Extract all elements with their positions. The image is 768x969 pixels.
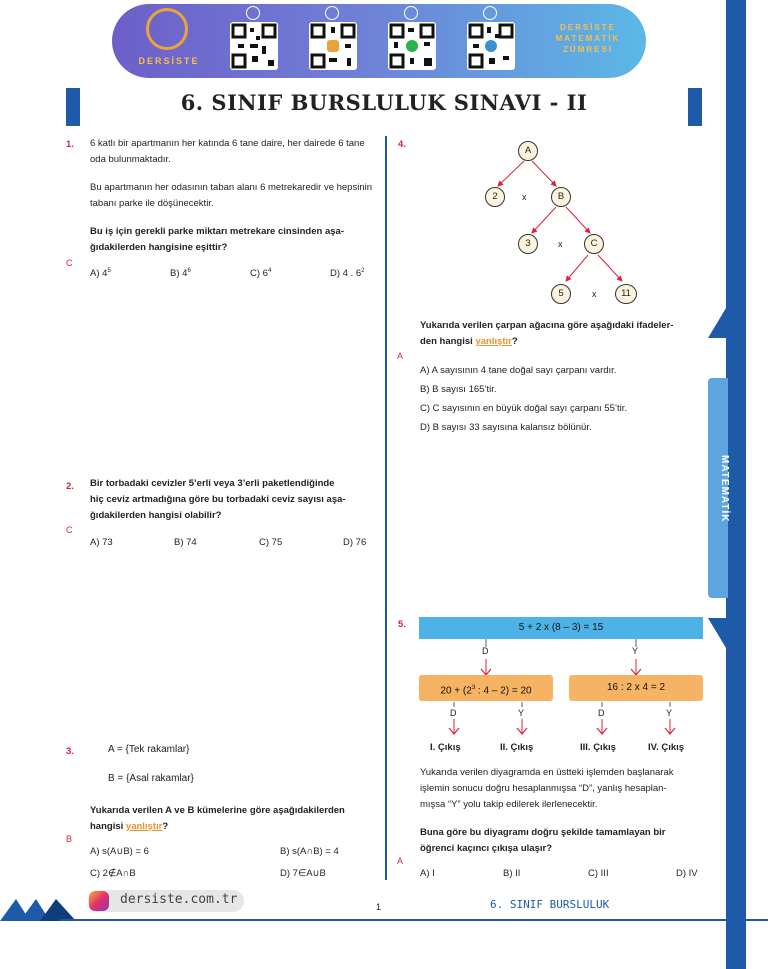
- subject-tab-label: MATEMATİK: [719, 455, 730, 523]
- footer-line: [60, 919, 768, 921]
- prompt-line: ğıdakilerden hangisine eşittir?: [90, 242, 228, 253]
- answer-key: C: [66, 525, 73, 535]
- exit-label: IV. Çıkış: [648, 742, 685, 753]
- prompt-line: ğıdakilerden hangisi olabilir?: [90, 510, 222, 521]
- side-triangle-bottom: [708, 618, 726, 648]
- option-d[interactable]: D) IV: [676, 868, 698, 879]
- diagram-left-box: [419, 675, 553, 701]
- brand-line-1: DERSİSTE: [559, 23, 616, 32]
- brain-logo-icon: [146, 8, 188, 50]
- question-number: 1.: [66, 139, 74, 150]
- branch-label: D: [598, 708, 605, 718]
- tree-node: A: [518, 141, 538, 161]
- exit-label: II. Çıkış: [500, 742, 534, 753]
- logo-text: DERSİSTE: [138, 56, 200, 66]
- prompt-line: öğrenci kaçıncı çıkışa ulaşır?: [420, 843, 553, 854]
- branch-label: Y: [666, 708, 673, 718]
- qr-code-whatsapp[interactable]: [388, 22, 436, 70]
- answer-key: C: [66, 258, 73, 268]
- option-exponent: 6: [187, 268, 191, 274]
- option-a[interactable]: A) A sayısının 4 tane doğal sayı çarpanı vardır.: [420, 365, 617, 376]
- question-prompt: [420, 318, 710, 350]
- title-accent-right: [688, 88, 702, 126]
- option-c[interactable]: C) C sayısının en büyük doğal sayı çarpanı 55’tir.: [420, 403, 627, 414]
- prompt-line: Bu iş için gerekli parke miktarı metrekare cinsinden aşa-: [90, 226, 344, 237]
- column-divider: [385, 136, 387, 880]
- tree-node: C: [584, 234, 604, 254]
- globe-icon: [246, 6, 260, 20]
- option-text: A) 4: [90, 268, 108, 280]
- text-line: mışsa “Y” yolu takip edilerek ilerlenecektir.: [420, 799, 598, 810]
- instagram-icon: [89, 891, 109, 911]
- emphasis-wrong: yanlıştır: [475, 336, 512, 347]
- prompt-text: hangisi: [90, 821, 126, 832]
- option-text: C) 6: [250, 268, 268, 280]
- option-text: D) 4 . 6: [330, 268, 362, 280]
- box-exponent: 3: [471, 685, 476, 691]
- branch-label-correct: D: [482, 646, 489, 656]
- option-a[interactable]: A) 73: [90, 537, 113, 548]
- side-triangle-top: [708, 308, 726, 338]
- diagram-right-box: 16 : 2 x 4 = 2: [569, 675, 703, 701]
- brand-line-2: MATEMATİK: [555, 34, 621, 43]
- set-a-definition: A = {Tek rakamlar}: [108, 744, 190, 755]
- option-b[interactable]: B) B sayısı 165’tir.: [420, 384, 497, 395]
- option-d[interactable]: D) 7∈A∪B: [280, 868, 326, 879]
- question-number: 4.: [398, 139, 406, 150]
- option-b[interactable]: [170, 268, 191, 279]
- option-d[interactable]: [330, 268, 365, 279]
- brand-line-3: ZÜMRESİ: [563, 45, 613, 54]
- option-d[interactable]: D) B sayısı 33 sayısına kalansız bölünür.: [420, 422, 592, 433]
- question-prompt: [90, 803, 382, 835]
- branch-label: Y: [518, 708, 525, 718]
- box-text: : 4 – 2) = 20: [475, 685, 532, 697]
- brand-title: [548, 22, 628, 55]
- option-c[interactable]: C) III: [588, 868, 609, 879]
- answer-key: A: [397, 856, 404, 866]
- question-text: [420, 765, 710, 813]
- question-text: Bu apartmanın her odasının taban alanı 6 metrekaredir ve hepsinin tabanı parke ile döşünecektir.: [90, 182, 373, 209]
- option-d[interactable]: D) 76: [343, 537, 367, 548]
- whatsapp-icon: [404, 6, 418, 20]
- option-a[interactable]: [90, 268, 111, 279]
- prompt-line: Yukarıda verilen çarpan ağacına göre aşağıdaki ifadeler-: [420, 320, 674, 331]
- exit-label: I. Çıkış: [430, 742, 461, 753]
- qr-code-instagram[interactable]: [309, 22, 357, 70]
- option-b[interactable]: B) s(A∩B) = 4: [280, 846, 339, 857]
- option-c[interactable]: C) 75: [259, 537, 283, 548]
- qr-code-website[interactable]: [230, 22, 278, 70]
- prompt-line: [90, 819, 382, 835]
- answer-key: A: [397, 351, 404, 361]
- option-b[interactable]: B) 74: [174, 537, 197, 548]
- website-text: dersiste.com.tr: [120, 892, 238, 907]
- option-exponent: 4: [267, 268, 272, 274]
- option-c[interactable]: C) 2∉A∩B: [90, 868, 136, 879]
- emphasis-wrong: yanlıştır: [125, 821, 163, 832]
- text-line: Yukarıda verilen diyagramda en üstteki işlemden başlanarak: [420, 767, 674, 778]
- telegram-icon: [483, 6, 497, 20]
- page-number: 1: [376, 902, 382, 912]
- prompt-line: hiç ceviz artmadığına göre bu torbadaki ceviz sayısı aşa-: [90, 494, 346, 505]
- prompt-text: ?: [162, 821, 169, 832]
- page-title: 6. SINIF BURSLULUK SINAVI - II: [180, 90, 588, 115]
- branch-label-wrong: Y: [632, 646, 639, 656]
- question-prompt: [90, 476, 382, 524]
- footer-label: 6. SINIF BURSLULUK: [490, 898, 610, 911]
- option-text: B) 4: [170, 268, 188, 280]
- set-b-definition: B = {Asal rakamlar}: [108, 773, 194, 784]
- prompt-line: [420, 334, 710, 350]
- box-text: 20 + (2: [440, 685, 472, 697]
- branch-label: D: [450, 708, 457, 718]
- question-number: 3.: [66, 746, 74, 757]
- option-b[interactable]: B) II: [503, 868, 521, 879]
- prompt-text: den hangisi: [420, 336, 476, 347]
- prompt-text: ?: [511, 336, 518, 347]
- text-line: işlemin sonucu doğru hesaplanmışsa “D”, yanlış hesaplan-: [420, 783, 667, 794]
- question-number: 5.: [398, 619, 406, 630]
- prompt-line: Bir torbadaki cevizler 5’erli veya 3’erli paketlendiğinde: [90, 478, 335, 489]
- question-number: 2.: [66, 481, 74, 492]
- times-sign: x: [522, 192, 527, 202]
- tree-node: 11: [615, 284, 637, 304]
- exit-label: III. Çıkış: [580, 742, 616, 753]
- question-prompt: [420, 825, 710, 857]
- answer-key: B: [66, 834, 73, 844]
- tree-node: 2: [485, 187, 505, 207]
- diagram-top-box: 5 + 2 x (8 – 3) = 15: [419, 617, 703, 639]
- option-a[interactable]: A) s(A∪B) = 6: [90, 846, 149, 857]
- prompt-line: Buna göre bu diyagramı doğru şekilde tamamlayan bir: [420, 827, 666, 838]
- qr-code-telegram[interactable]: [467, 22, 515, 70]
- option-exponent: 5: [107, 268, 111, 274]
- question-text: 6 katlı bir apartmanın her katında 6 tane daire, her dairede 6 tane oda bulunmaktadır.: [90, 138, 365, 165]
- option-exponent: 2: [361, 268, 365, 274]
- prompt-line: Yukarıda verilen A ve B kümelerine göre aşağıdakilerden: [90, 805, 345, 816]
- times-sign: x: [592, 289, 597, 299]
- question-prompt: [90, 224, 380, 256]
- option-c[interactable]: [250, 268, 271, 279]
- option-a[interactable]: A) I: [420, 868, 435, 879]
- tree-node: 5: [551, 284, 571, 304]
- instagram-icon: [325, 6, 339, 20]
- tree-node: B: [551, 187, 571, 207]
- title-accent-left: [66, 88, 80, 126]
- tree-node: 3: [518, 234, 538, 254]
- times-sign: x: [558, 239, 563, 249]
